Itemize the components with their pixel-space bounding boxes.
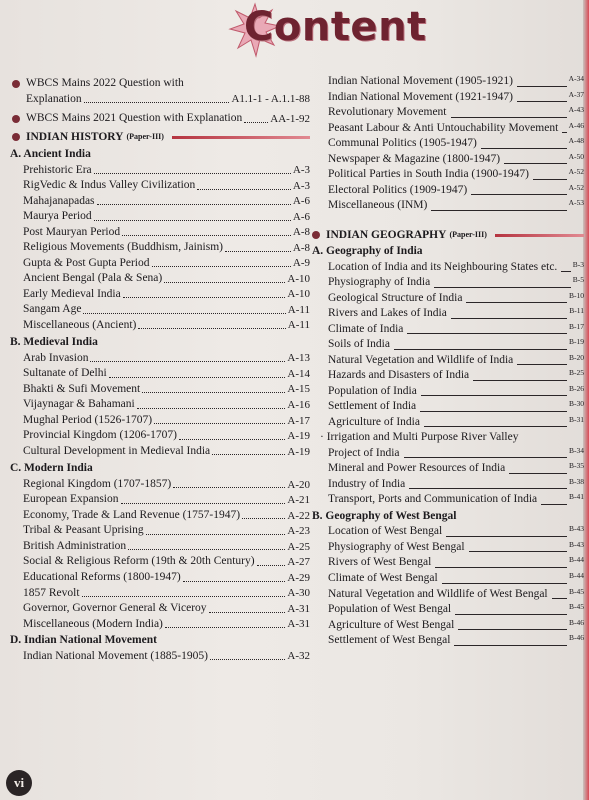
dot-leader	[123, 297, 286, 298]
inm-continued-list	[312, 74, 584, 214]
entry-page: A-3	[292, 164, 310, 177]
entry-title: · Irrigation and Multi Purpose River Valley	[320, 431, 519, 444]
entry-title: Indian National Movement (1905-1921)	[328, 75, 513, 87]
dot-leader	[481, 148, 567, 149]
entry-page: A-25	[287, 540, 310, 553]
toc-entry	[10, 111, 310, 127]
entry-title: Physiography of West Bengal	[328, 540, 465, 553]
geography-india-list-2	[312, 446, 584, 508]
dot-leader	[504, 163, 566, 164]
toc-entry	[312, 105, 584, 121]
toc-entry	[10, 617, 310, 633]
dot-leader	[94, 173, 291, 174]
page-number: vi	[6, 770, 32, 796]
dot-leader	[179, 439, 285, 440]
toc-entry	[10, 271, 310, 287]
entry-page: B-25	[569, 368, 584, 378]
dot-leader	[469, 551, 567, 552]
dot-leader	[142, 392, 285, 393]
toc-entry	[10, 477, 310, 493]
entry-title: Religious Movements (Buddhism, Jainism)	[23, 241, 223, 254]
toc-entry	[312, 183, 584, 199]
entry-title: Population of West Bengal	[328, 603, 452, 616]
toc-entry	[312, 618, 584, 634]
entry-page: A-52	[568, 182, 584, 192]
toc-entry	[10, 413, 310, 429]
entry-title: RigVedic & Indus Valley Civilization	[23, 179, 196, 192]
toc-entry	[10, 523, 310, 539]
entry-page: A-43	[568, 105, 584, 115]
page-title: Content	[244, 4, 427, 50]
dot-leader	[225, 251, 291, 252]
toc-entry	[312, 446, 584, 462]
toc-entry	[10, 428, 310, 444]
entry-page: B-46	[569, 617, 584, 627]
entry-page: B-34	[569, 445, 584, 455]
entry-title: Political Parties in South India (1900-1947)	[328, 168, 529, 181]
entry-title: Social & Religious Reform (19th & 20th Century)	[23, 555, 255, 568]
toc-entry	[10, 444, 310, 460]
dot-leader	[209, 612, 286, 613]
dot-leader	[517, 364, 567, 365]
toc-entry	[312, 152, 584, 168]
entry-page: B-20	[569, 352, 584, 362]
entry-page: A-17	[287, 414, 310, 427]
toc-entry	[312, 368, 584, 384]
toc-entry	[10, 225, 310, 241]
entry-title: Prehistoric Era	[23, 163, 92, 176]
section-heading: B. Geography of West Bengal	[312, 509, 457, 522]
left-column	[10, 76, 310, 664]
entry-page: B-44	[569, 555, 584, 565]
entry-page: A-46	[568, 120, 584, 130]
history-heading: INDIAN HISTORY (Paper-III)	[10, 130, 310, 146]
ancient-list	[10, 163, 310, 334]
entry-page: A-29	[287, 571, 310, 584]
entry-title: Physiography of India	[328, 276, 431, 289]
toc-entry	[312, 587, 584, 603]
dot-leader	[424, 426, 567, 427]
entry-title: Location of West Bengal	[328, 525, 443, 538]
dot-leader	[90, 361, 285, 362]
entry-title: Climate of West Bengal	[328, 571, 438, 584]
entry-page: B-17	[569, 321, 584, 331]
toc-entry	[312, 337, 584, 353]
entry-title: Settlement of West Bengal	[328, 634, 451, 647]
dot-leader	[257, 565, 286, 566]
toc-entry	[10, 539, 310, 555]
toc-entry	[10, 649, 310, 665]
dot-leader	[431, 210, 566, 211]
dot-leader	[552, 598, 567, 599]
dot-leader	[561, 271, 570, 272]
toc-entry	[312, 260, 584, 276]
entry-title: Soils of India	[328, 338, 390, 351]
dot-leader	[435, 567, 567, 568]
dot-leader	[471, 194, 566, 195]
entry-page: A-14	[287, 367, 310, 380]
geography-wb-list	[312, 524, 584, 648]
entry-page: A-13	[287, 352, 310, 365]
entry-title: Industry of India	[328, 477, 406, 490]
entry-page: A-11	[287, 319, 310, 332]
entry-title: Project of India	[328, 446, 400, 459]
entry-title: Rivers of West Bengal	[328, 556, 432, 569]
entry-page: B-35	[569, 461, 584, 471]
entry-page: A-6	[292, 210, 310, 223]
bullet-icon	[312, 231, 320, 239]
entry-page: A-23	[287, 525, 310, 538]
entry-page: A-10	[287, 272, 310, 285]
dot-leader	[562, 132, 566, 133]
dot-leader	[122, 235, 291, 236]
entry-page: A-31	[287, 602, 310, 615]
entry-page: B-43	[569, 539, 584, 549]
entry-title: Natural Vegetation and Wildlife of India	[328, 353, 514, 366]
dot-leader	[146, 534, 286, 535]
entry-page: B-43	[569, 524, 584, 534]
entry-title: Tribal & Peasant Uprising	[23, 524, 144, 537]
entry-title: Mahajanapadas	[23, 194, 95, 207]
toc-entry	[10, 366, 310, 382]
entry-title: Communal Politics (1905-1947)	[328, 137, 477, 150]
toc-entry	[10, 586, 310, 602]
dot-leader	[407, 333, 567, 334]
dot-leader	[434, 287, 571, 288]
dot-leader	[455, 614, 567, 615]
dot-leader	[212, 454, 285, 455]
entry-page: B-38	[569, 476, 584, 486]
toc-entry	[312, 121, 584, 137]
dot-leader	[446, 536, 567, 537]
dot-leader	[394, 349, 567, 350]
toc-entry	[10, 492, 310, 508]
dot-leader	[509, 473, 567, 474]
toc-entry	[10, 570, 310, 586]
entry-title: WBCS Mains 2021 Question with Explanation	[26, 112, 243, 125]
toc-entry	[10, 318, 310, 334]
entry-title: Bhakti & Sufi Movement	[23, 382, 141, 395]
section-rule	[495, 234, 584, 237]
entry-page: A-6	[292, 195, 310, 208]
entry-title: Climate of India	[328, 322, 404, 335]
entry-page: B-5	[572, 275, 584, 285]
entry-title: Revolutionary Movement	[328, 106, 447, 119]
geography-india-list	[312, 260, 584, 431]
dot-leader	[165, 627, 286, 628]
toc-entry	[312, 322, 584, 338]
entry-page: A-22	[287, 509, 310, 522]
dot-leader	[454, 645, 567, 646]
entry-page: A-52	[568, 167, 584, 177]
dot-leader	[473, 380, 567, 381]
dot-leader	[409, 488, 567, 489]
geography-heading: INDIAN GEOGRAPHY (Paper-III)	[312, 228, 584, 244]
entry-page: A-10	[287, 288, 310, 301]
bullet-icon	[12, 80, 20, 88]
entry-title: Settlement of India	[328, 400, 417, 413]
toc-entry	[312, 74, 584, 90]
entry-title: Explanation	[26, 92, 82, 105]
dot-leader	[97, 204, 291, 205]
entry-page: A-32	[287, 650, 310, 663]
toc-entry	[312, 136, 584, 152]
toc-entry	[312, 602, 584, 618]
toc-entry	[10, 302, 310, 318]
entry-page: A-19	[287, 430, 310, 443]
toc-entry	[10, 209, 310, 225]
toc-entry	[312, 477, 584, 493]
entry-title: British Administration	[23, 539, 127, 552]
entry-title: Indian National Movement (1921-1947)	[328, 90, 513, 103]
toc-entry	[10, 240, 310, 256]
toc-entry	[10, 554, 310, 570]
entry-title: Cultural Development in Medieval India	[23, 444, 211, 457]
entry-page: B-30	[569, 399, 584, 409]
entry-title: Early Medieval India	[23, 287, 121, 300]
toc-entry	[312, 524, 584, 540]
entry-page: A-31	[287, 618, 310, 631]
dot-leader	[451, 318, 567, 319]
toc-entry	[10, 508, 310, 524]
dot-leader	[137, 408, 286, 409]
section-heading: A. Geography of India	[312, 245, 423, 258]
toc-entry	[312, 540, 584, 556]
entry-page: B-45	[569, 602, 584, 612]
toc-entry	[312, 430, 584, 446]
entry-title: Miscellaneous (Ancient)	[23, 318, 137, 331]
entry-page: B-44	[569, 570, 584, 580]
dot-leader	[533, 179, 567, 180]
toc-entry	[10, 351, 310, 367]
entry-title: Arab Invasion	[23, 351, 89, 364]
dot-leader	[466, 302, 567, 303]
entry-page: A-20	[287, 478, 310, 491]
toc-entry	[312, 198, 584, 214]
entry-page: B-11	[569, 306, 584, 316]
entry-title: Agriculture of West Bengal	[328, 618, 455, 631]
section-rule	[172, 136, 310, 139]
dot-leader	[82, 596, 286, 597]
entry-title: Indian National Movement (1885-1905)	[23, 649, 208, 662]
entry-title: Miscellaneous (INM)	[328, 199, 428, 212]
toc-entry	[10, 178, 310, 194]
entry-page: A-3	[292, 179, 310, 192]
toc-entry	[10, 287, 310, 303]
entry-page: A-27	[287, 556, 310, 569]
entry-title: Population of India	[328, 384, 417, 397]
dot-leader	[138, 328, 285, 329]
right-column	[312, 74, 584, 649]
toc-entry	[312, 384, 584, 400]
entry-page: A-15	[287, 383, 310, 396]
entry-page: B-10	[569, 290, 584, 300]
entry-title: Newspaper & Magazine (1800-1947)	[328, 152, 501, 165]
entry-title: Agriculture of India	[328, 415, 420, 428]
entry-title: Hazards and Disasters of India	[328, 369, 470, 382]
entry-title: Geological Structure of India	[328, 291, 463, 304]
entry-page: A-16	[287, 398, 310, 411]
toc-entry	[312, 633, 584, 649]
dot-leader	[244, 122, 268, 123]
toc-entry	[312, 571, 584, 587]
toc-entry	[10, 76, 310, 92]
entry-page: AA-1-92	[270, 112, 310, 125]
entry-title: Miscellaneous (Modern India)	[23, 617, 163, 630]
entry-title: Maurya Period	[23, 210, 92, 223]
section-heading: B. Medieval India	[10, 336, 98, 349]
entry-page: A-8	[292, 241, 310, 254]
entry-title: Location of India and its Neighbouring States etc.	[328, 260, 558, 273]
toc-entry	[312, 555, 584, 571]
toc-entry	[312, 306, 584, 322]
entry-page: A-8	[292, 226, 310, 239]
toc-entry	[312, 90, 584, 106]
toc-entry	[10, 92, 310, 108]
entry-page: A-34	[568, 74, 584, 83]
entry-title: Peasant Labour & Anti Untouchability Movement	[328, 121, 559, 134]
entry-page: B-41	[569, 492, 584, 502]
entry-title: WBCS Mains 2022 Question with	[26, 77, 184, 89]
dot-leader	[541, 504, 567, 505]
entry-page: A-30	[287, 587, 310, 600]
bullet-icon	[12, 133, 20, 141]
entry-page: A-50	[568, 151, 584, 161]
entry-title: Sangam Age	[23, 303, 82, 316]
entry-title: Rivers and Lakes of India	[328, 307, 447, 320]
toc-entry	[312, 275, 584, 291]
dot-leader	[404, 457, 567, 458]
entry-title: Provincial Kingdom (1206-1707)	[23, 429, 177, 442]
dot-leader	[121, 503, 286, 504]
bullet-icon	[12, 115, 20, 123]
dot-leader	[451, 117, 567, 118]
dot-leader	[83, 313, 285, 314]
entry-page: B-3	[572, 259, 584, 269]
dot-leader	[94, 220, 291, 221]
dot-leader	[517, 101, 567, 102]
toc-entry	[312, 167, 584, 183]
entry-title: 1857 Revolt	[23, 586, 80, 599]
toc-entry	[312, 291, 584, 307]
entry-page: B-19	[569, 337, 584, 347]
toc-entry	[312, 492, 584, 508]
dot-leader	[420, 411, 567, 412]
entry-title: Sultanate of Delhi	[23, 367, 107, 380]
entry-page: B-31	[569, 414, 584, 424]
entry-page: B-26	[569, 383, 584, 393]
toc-entry	[10, 163, 310, 179]
entry-title: Ancient Bengal (Pala & Sena)	[23, 272, 163, 285]
toc-entry	[312, 399, 584, 415]
entry-title: Mughal Period (1526-1707)	[23, 413, 153, 426]
medieval-list	[10, 351, 310, 460]
entry-title: Governor, Governor General & Viceroy	[23, 602, 207, 615]
toc-entry	[10, 397, 310, 413]
section-heading: A. Ancient India	[10, 148, 91, 161]
entry-title: Gupta & Post Gupta Period	[23, 256, 150, 269]
entry-title: Transport, Ports and Communication of India	[328, 493, 538, 506]
entry-page: B-45	[569, 586, 584, 596]
entry-title: Vijaynagar & Bahamani	[23, 398, 135, 411]
entry-page: A-11	[287, 303, 310, 316]
dot-leader	[421, 395, 567, 396]
dot-leader	[173, 487, 285, 488]
entry-title: Educational Reforms (1800-1947)	[23, 570, 181, 583]
section-heading: C. Modern India	[10, 462, 93, 475]
dot-leader	[128, 549, 285, 550]
dot-leader	[109, 377, 286, 378]
dot-leader	[242, 518, 285, 519]
title-block	[228, 2, 427, 62]
entry-page: A-21	[287, 494, 310, 507]
dot-leader	[84, 102, 230, 103]
toc-entry	[312, 415, 584, 431]
toc-entry	[312, 461, 584, 477]
entry-page: A-9	[292, 257, 310, 270]
dot-leader	[154, 423, 285, 424]
dot-leader	[183, 581, 286, 582]
modern-list	[10, 477, 310, 632]
entry-title: Regional Kingdom (1707-1857)	[23, 477, 172, 490]
entry-page: A-53	[568, 198, 584, 208]
entry-page: B-46	[569, 633, 584, 643]
toc-entry	[10, 256, 310, 272]
toc-entry	[10, 194, 310, 210]
entry-title: Mineral and Power Resources of India	[328, 462, 506, 475]
inm-list	[10, 649, 310, 665]
dot-leader	[458, 629, 567, 630]
entry-title: European Expansion	[23, 493, 119, 506]
dot-leader	[442, 583, 567, 584]
entry-page: A-19	[287, 445, 310, 458]
toc-entry	[10, 382, 310, 398]
entry-page: A-48	[568, 136, 584, 146]
dot-leader	[517, 86, 567, 87]
dot-leader	[197, 189, 291, 190]
entry-title: Economy, Trade & Land Revenue (1757-1947)	[23, 508, 241, 521]
entry-page: A-37	[568, 89, 584, 99]
entry-page: A1.1-1 - A.1.1-88	[231, 93, 310, 106]
entry-title: Natural Vegetation and Wildlife of West Bengal	[328, 587, 548, 600]
entry-title: Electoral Politics (1909-1947)	[328, 183, 468, 196]
dot-leader	[210, 659, 285, 660]
toc-entry	[10, 601, 310, 617]
entry-title: Post Mauryan Period	[23, 225, 121, 238]
dot-leader	[152, 266, 291, 267]
toc-entry	[312, 353, 584, 369]
dot-leader	[164, 282, 285, 283]
section-heading: D. Indian National Movement	[10, 634, 157, 647]
